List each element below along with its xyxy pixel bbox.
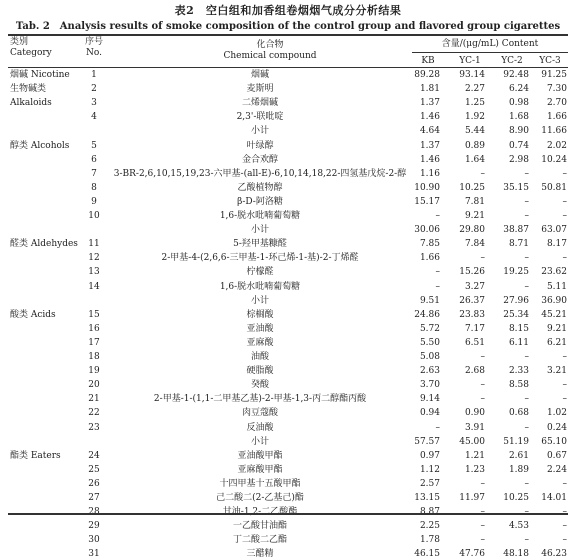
value-yc3-cell: 36.90 xyxy=(541,295,567,306)
value-kb-cell: 1.37 xyxy=(419,98,440,109)
value-yc2-cell: 6.11 xyxy=(508,337,529,348)
value-yc1-cell: 1.21 xyxy=(464,450,485,461)
value-yc1-cell: 1.25 xyxy=(464,98,485,109)
number-cell: 23 xyxy=(88,422,100,433)
number-cell: 21 xyxy=(88,394,100,405)
compound-cell: 十四甲基十五酸甲酯 xyxy=(219,478,301,489)
number-cell: 22 xyxy=(88,408,100,419)
value-yc1-cell: 7.17 xyxy=(464,323,485,334)
number-cell: 20 xyxy=(88,380,100,391)
value-yc2-cell: – xyxy=(524,168,529,179)
compound-cell: 丁二酸二乙酯 xyxy=(232,535,287,546)
number-cell: 1 xyxy=(91,70,97,80)
number-cell: 2 xyxy=(91,84,97,95)
value-yc2-cell: 51.19 xyxy=(503,436,529,447)
header-col-kb: KB xyxy=(421,56,435,66)
number-cell: 31 xyxy=(88,549,100,560)
value-kb-cell: 46.15 xyxy=(414,549,440,560)
compound-cell: 烟碱 xyxy=(250,70,269,80)
value-kb-cell: 9.51 xyxy=(419,295,440,306)
header-col-yc2: YC-2 xyxy=(501,56,523,66)
value-yc2-cell: 0.98 xyxy=(508,98,529,109)
value-yc1-cell: 5.44 xyxy=(464,126,485,137)
compound-cell: 亚油酸甲酯 xyxy=(237,450,283,461)
value-kb-cell: 57.57 xyxy=(414,436,440,447)
value-yc3-cell: – xyxy=(562,394,567,405)
number-cell: 15 xyxy=(88,309,100,320)
value-yc3-cell: – xyxy=(562,352,567,362)
value-yc3-cell: 8.17 xyxy=(546,239,567,250)
category-cell: 醛类 Aldehydes xyxy=(10,239,78,250)
value-kb-cell: 1.81 xyxy=(419,84,440,95)
value-yc2-cell: 38.87 xyxy=(503,225,529,236)
bottom-rule xyxy=(8,513,568,515)
value-yc2-cell: 25.34 xyxy=(503,309,529,320)
compound-cell: 二烯烟碱 xyxy=(241,98,278,109)
value-yc1-cell: 0.89 xyxy=(464,140,485,151)
category-cell: 烟碱 Nicotine xyxy=(10,70,70,80)
value-yc2-cell: 2.33 xyxy=(508,366,529,377)
number-cell: 18 xyxy=(88,352,100,362)
value-yc3-cell: – xyxy=(562,478,567,489)
value-yc3-cell: 23.62 xyxy=(541,267,567,278)
number-cell: 25 xyxy=(88,464,100,475)
value-yc1-cell: – xyxy=(480,168,485,179)
value-yc3-cell: 10.24 xyxy=(541,154,567,165)
value-yc1-cell: 10.25 xyxy=(459,182,485,193)
compound-cell: 金合欢醇 xyxy=(241,154,278,165)
number-cell: 5 xyxy=(91,140,97,151)
value-yc3-cell: – xyxy=(562,196,567,207)
value-yc1-cell: 7.84 xyxy=(464,239,485,250)
value-yc2-cell: 4.53 xyxy=(508,521,529,532)
value-yc3-cell: 3.21 xyxy=(546,366,567,377)
value-yc1-cell: 7.81 xyxy=(464,196,485,207)
header-col-yc3: YC-3 xyxy=(539,56,561,66)
compound-cell: 小计 xyxy=(250,295,269,306)
value-yc3-cell: – xyxy=(562,521,567,532)
value-yc1-cell: 2.27 xyxy=(464,84,485,95)
value-yc1-cell: 29.80 xyxy=(459,225,485,236)
compound-cell: 3-BR-2,6,10,15,19,23-六甲基-(all-E)-6,10,14,18,22-四氢基戊烷-2-醇 xyxy=(113,168,407,179)
number-cell: 3 xyxy=(91,98,97,109)
value-kb-cell: 5.50 xyxy=(419,337,440,348)
value-yc2-cell: 8.90 xyxy=(508,126,529,137)
compound-cell: 一乙酸甘油酯 xyxy=(232,521,287,532)
number-cell: 19 xyxy=(88,366,100,377)
compound-cell: 2,3'-联吡啶 xyxy=(236,112,284,123)
value-yc3-cell: 2.02 xyxy=(546,140,567,151)
value-kb-cell: 13.15 xyxy=(414,493,440,503)
value-kb-cell: 15.17 xyxy=(414,196,440,207)
value-yc2-cell: 2.98 xyxy=(508,154,529,165)
value-yc1-cell: 3.27 xyxy=(464,281,485,292)
value-kb-cell: – xyxy=(435,267,440,278)
compound-cell: 2-甲基-1-(1,1-二甲基乙基)-2-甲基-1,3-丙二醇酯丙酸 xyxy=(153,394,367,405)
value-yc2-cell: 8.15 xyxy=(508,323,529,334)
content-subrule xyxy=(412,52,568,53)
value-kb-cell: 1.46 xyxy=(419,112,440,123)
compound-cell: 硬脂酸 xyxy=(246,366,274,377)
compound-cell: 亚麻酸甲酯 xyxy=(237,464,283,475)
header-rule xyxy=(8,67,568,68)
value-yc2-cell: – xyxy=(524,422,529,433)
value-yc2-cell: – xyxy=(524,478,529,489)
value-kb-cell: 1.16 xyxy=(419,168,440,179)
value-yc2-cell: 19.25 xyxy=(503,267,529,278)
compound-cell: 5-羟甲基糠醛 xyxy=(233,239,287,250)
value-kb-cell: – xyxy=(435,281,440,292)
compound-cell: 柠檬醛 xyxy=(246,267,274,278)
value-yc3-cell: – xyxy=(562,535,567,546)
number-cell: 6 xyxy=(91,154,97,165)
value-yc3-cell: 11.66 xyxy=(541,126,567,137)
value-yc1-cell: 93.14 xyxy=(459,70,485,80)
value-yc3-cell: 1.66 xyxy=(546,112,567,123)
value-yc1-cell: 15.26 xyxy=(459,267,485,278)
value-kb-cell: 1.37 xyxy=(419,140,440,151)
value-yc1-cell: – xyxy=(480,521,485,532)
value-yc3-cell: 0.24 xyxy=(546,422,567,433)
value-kb-cell: 1.46 xyxy=(419,154,440,165)
number-cell: 29 xyxy=(88,521,100,532)
compound-cell: 癸酸 xyxy=(250,380,269,391)
value-yc1-cell: 3.91 xyxy=(464,422,485,433)
value-yc2-cell: – xyxy=(524,394,529,405)
value-yc2-cell: – xyxy=(524,211,529,221)
value-kb-cell: 2.63 xyxy=(419,366,440,377)
value-yc1-cell: – xyxy=(480,394,485,405)
compound-cell: 棕榈酸 xyxy=(246,309,274,320)
value-kb-cell: 30.06 xyxy=(414,225,440,236)
value-yc2-cell: – xyxy=(524,535,529,546)
value-yc3-cell: 65.10 xyxy=(541,436,567,447)
header-category-en: Category xyxy=(10,48,52,58)
header-no-en: No. xyxy=(86,48,102,58)
value-kb-cell: 10.90 xyxy=(414,182,440,193)
value-yc1-cell: – xyxy=(480,535,485,546)
value-yc2-cell: 8.58 xyxy=(508,380,529,391)
value-yc2-cell: 10.25 xyxy=(503,493,529,503)
header-col-yc1: YC-1 xyxy=(459,56,481,66)
header-content: 含量/(μg/mL) Content xyxy=(441,39,539,49)
compound-cell: 小计 xyxy=(250,436,269,447)
value-yc1-cell: 23.83 xyxy=(459,309,485,320)
number-cell: 4 xyxy=(91,112,97,123)
compound-cell: 2-甲基-4-(2,6,6-三甲基-1-环己烯-1-基)-2-丁烯醛 xyxy=(161,253,359,264)
compound-cell: 叶绿醇 xyxy=(246,140,274,151)
value-kb-cell: 2.25 xyxy=(419,521,440,532)
value-yc2-cell: 92.48 xyxy=(503,70,529,80)
compound-cell: 己二酸二(2-乙基己)酯 xyxy=(216,493,304,503)
value-yc1-cell: 6.51 xyxy=(464,337,485,348)
compound-cell: 1,6-脱水吡喃葡萄糖 xyxy=(219,211,301,221)
value-yc1-cell: 1.64 xyxy=(464,154,485,165)
value-yc3-cell: 1.02 xyxy=(546,408,567,419)
value-yc3-cell: – xyxy=(562,253,567,264)
value-yc1-cell: – xyxy=(480,253,485,264)
category-cell: Alkaloids xyxy=(10,98,52,109)
value-yc3-cell: 7.30 xyxy=(546,84,567,95)
value-yc3-cell: – xyxy=(562,168,567,179)
value-yc2-cell: – xyxy=(524,352,529,362)
value-yc1-cell: 0.90 xyxy=(464,408,485,419)
value-kb-cell: 89.28 xyxy=(414,70,440,80)
value-yc3-cell: 5.11 xyxy=(546,281,567,292)
value-kb-cell: 0.97 xyxy=(419,450,440,461)
value-yc3-cell: 46.23 xyxy=(541,549,567,560)
compound-cell: 小计 xyxy=(250,225,269,236)
compound-cell: 肉豆蔻酸 xyxy=(241,408,278,419)
value-yc1-cell: – xyxy=(480,380,485,391)
value-yc1-cell: 2.68 xyxy=(464,366,485,377)
number-cell: 11 xyxy=(88,239,100,250)
header-no-cn: 序号 xyxy=(84,37,103,47)
value-yc3-cell: – xyxy=(562,380,567,391)
top-rule xyxy=(8,34,568,36)
value-yc2-cell: 1.89 xyxy=(508,464,529,475)
number-cell: 8 xyxy=(91,182,97,193)
value-kb-cell: – xyxy=(435,211,440,221)
value-yc3-cell: 14.01 xyxy=(541,493,567,503)
value-yc2-cell: 2.61 xyxy=(508,450,529,461)
number-cell: 10 xyxy=(88,211,100,221)
number-cell: 16 xyxy=(88,323,100,334)
value-yc2-cell: – xyxy=(524,253,529,264)
value-yc3-cell: 91.25 xyxy=(541,70,567,80)
value-kb-cell: 5.72 xyxy=(419,323,440,334)
value-yc2-cell: 35.15 xyxy=(503,182,529,193)
number-cell: 30 xyxy=(88,535,100,546)
compound-cell: 亚油酸 xyxy=(246,323,274,334)
value-kb-cell: 7.85 xyxy=(419,239,440,250)
value-kb-cell: 24.86 xyxy=(414,309,440,320)
compound-cell: 三醋精 xyxy=(246,549,274,560)
header-compound-en: Chemical compound xyxy=(223,51,317,61)
number-cell: 13 xyxy=(88,267,100,278)
number-cell: 14 xyxy=(88,281,100,292)
value-yc3-cell: – xyxy=(562,211,567,221)
value-yc1-cell: – xyxy=(480,352,485,362)
number-cell: 12 xyxy=(88,253,100,264)
number-cell: 27 xyxy=(88,493,100,503)
compound-cell: 亚麻酸 xyxy=(246,337,274,348)
table-title-cn: 表2 空白组和加香组卷烟烟气成分分析结果 xyxy=(174,4,402,17)
number-cell: 7 xyxy=(91,168,97,179)
value-kb-cell: 4.64 xyxy=(419,126,440,137)
value-yc3-cell: 9.21 xyxy=(546,323,567,334)
compound-cell: 1,6-脱水吡喃葡萄糖 xyxy=(219,281,301,292)
header-compound-cn: 化合物 xyxy=(256,40,284,50)
value-yc2-cell: 8.71 xyxy=(508,239,529,250)
value-kb-cell: 1.66 xyxy=(419,253,440,264)
category-cell: 生物碱类 xyxy=(10,84,47,95)
value-yc2-cell: 0.68 xyxy=(508,408,529,419)
value-yc2-cell: – xyxy=(524,196,529,207)
compound-cell: 乙酸植物醇 xyxy=(237,182,283,193)
value-yc2-cell: 27.96 xyxy=(503,295,529,306)
table-title-en: Tab. 2 Analysis results of smoke composition of the control group and flavored group cigarettes xyxy=(15,21,561,32)
value-yc1-cell: 47.76 xyxy=(459,549,485,560)
category-cell: 酯类 Eaters xyxy=(10,450,61,461)
number-cell: 17 xyxy=(88,337,100,348)
value-yc2-cell: 48.18 xyxy=(503,549,529,560)
value-yc3-cell: 6.21 xyxy=(546,337,567,348)
compound-cell: 反油酸 xyxy=(246,422,274,433)
value-yc2-cell: 0.74 xyxy=(508,140,529,151)
value-kb-cell: 9.14 xyxy=(419,394,440,405)
value-kb-cell: 0.94 xyxy=(419,408,440,419)
value-yc1-cell: 45.00 xyxy=(459,436,485,447)
value-yc1-cell: 26.37 xyxy=(459,295,485,306)
value-yc1-cell: 9.21 xyxy=(464,211,485,221)
value-yc2-cell: 6.24 xyxy=(508,84,529,95)
value-yc1-cell: – xyxy=(480,478,485,489)
value-yc1-cell: 1.92 xyxy=(464,112,485,123)
category-cell: 酸类 Acids xyxy=(10,309,56,320)
compound-cell: 油酸 xyxy=(250,352,269,362)
value-yc1-cell: 11.97 xyxy=(459,493,485,503)
value-kb-cell: – xyxy=(435,422,440,433)
value-yc3-cell: 2.24 xyxy=(546,464,567,475)
value-yc2-cell: 1.68 xyxy=(508,112,529,123)
value-yc3-cell: 0.67 xyxy=(546,450,567,461)
header-category-cn: 类别 xyxy=(10,37,29,47)
value-yc2-cell: – xyxy=(524,281,529,292)
number-cell: 9 xyxy=(91,196,97,207)
value-yc3-cell: 63.07 xyxy=(541,225,567,236)
value-kb-cell: 1.78 xyxy=(419,535,440,546)
value-yc1-cell: 1.23 xyxy=(464,464,485,475)
value-yc3-cell: 2.70 xyxy=(546,98,567,109)
compound-cell: β-D-阿洛糖 xyxy=(237,196,283,207)
number-cell: 24 xyxy=(88,450,100,461)
value-kb-cell: 3.70 xyxy=(419,380,440,391)
compound-cell: 麦斯明 xyxy=(246,84,274,95)
value-kb-cell: 5.08 xyxy=(419,352,440,362)
value-kb-cell: 2.57 xyxy=(419,478,440,489)
value-yc3-cell: 45.21 xyxy=(541,309,567,320)
category-cell: 醇类 Alcohols xyxy=(10,140,70,151)
number-cell: 26 xyxy=(88,478,100,489)
value-yc3-cell: 50.81 xyxy=(541,182,567,193)
value-kb-cell: 1.12 xyxy=(419,464,440,475)
compound-cell: 小计 xyxy=(250,126,269,137)
